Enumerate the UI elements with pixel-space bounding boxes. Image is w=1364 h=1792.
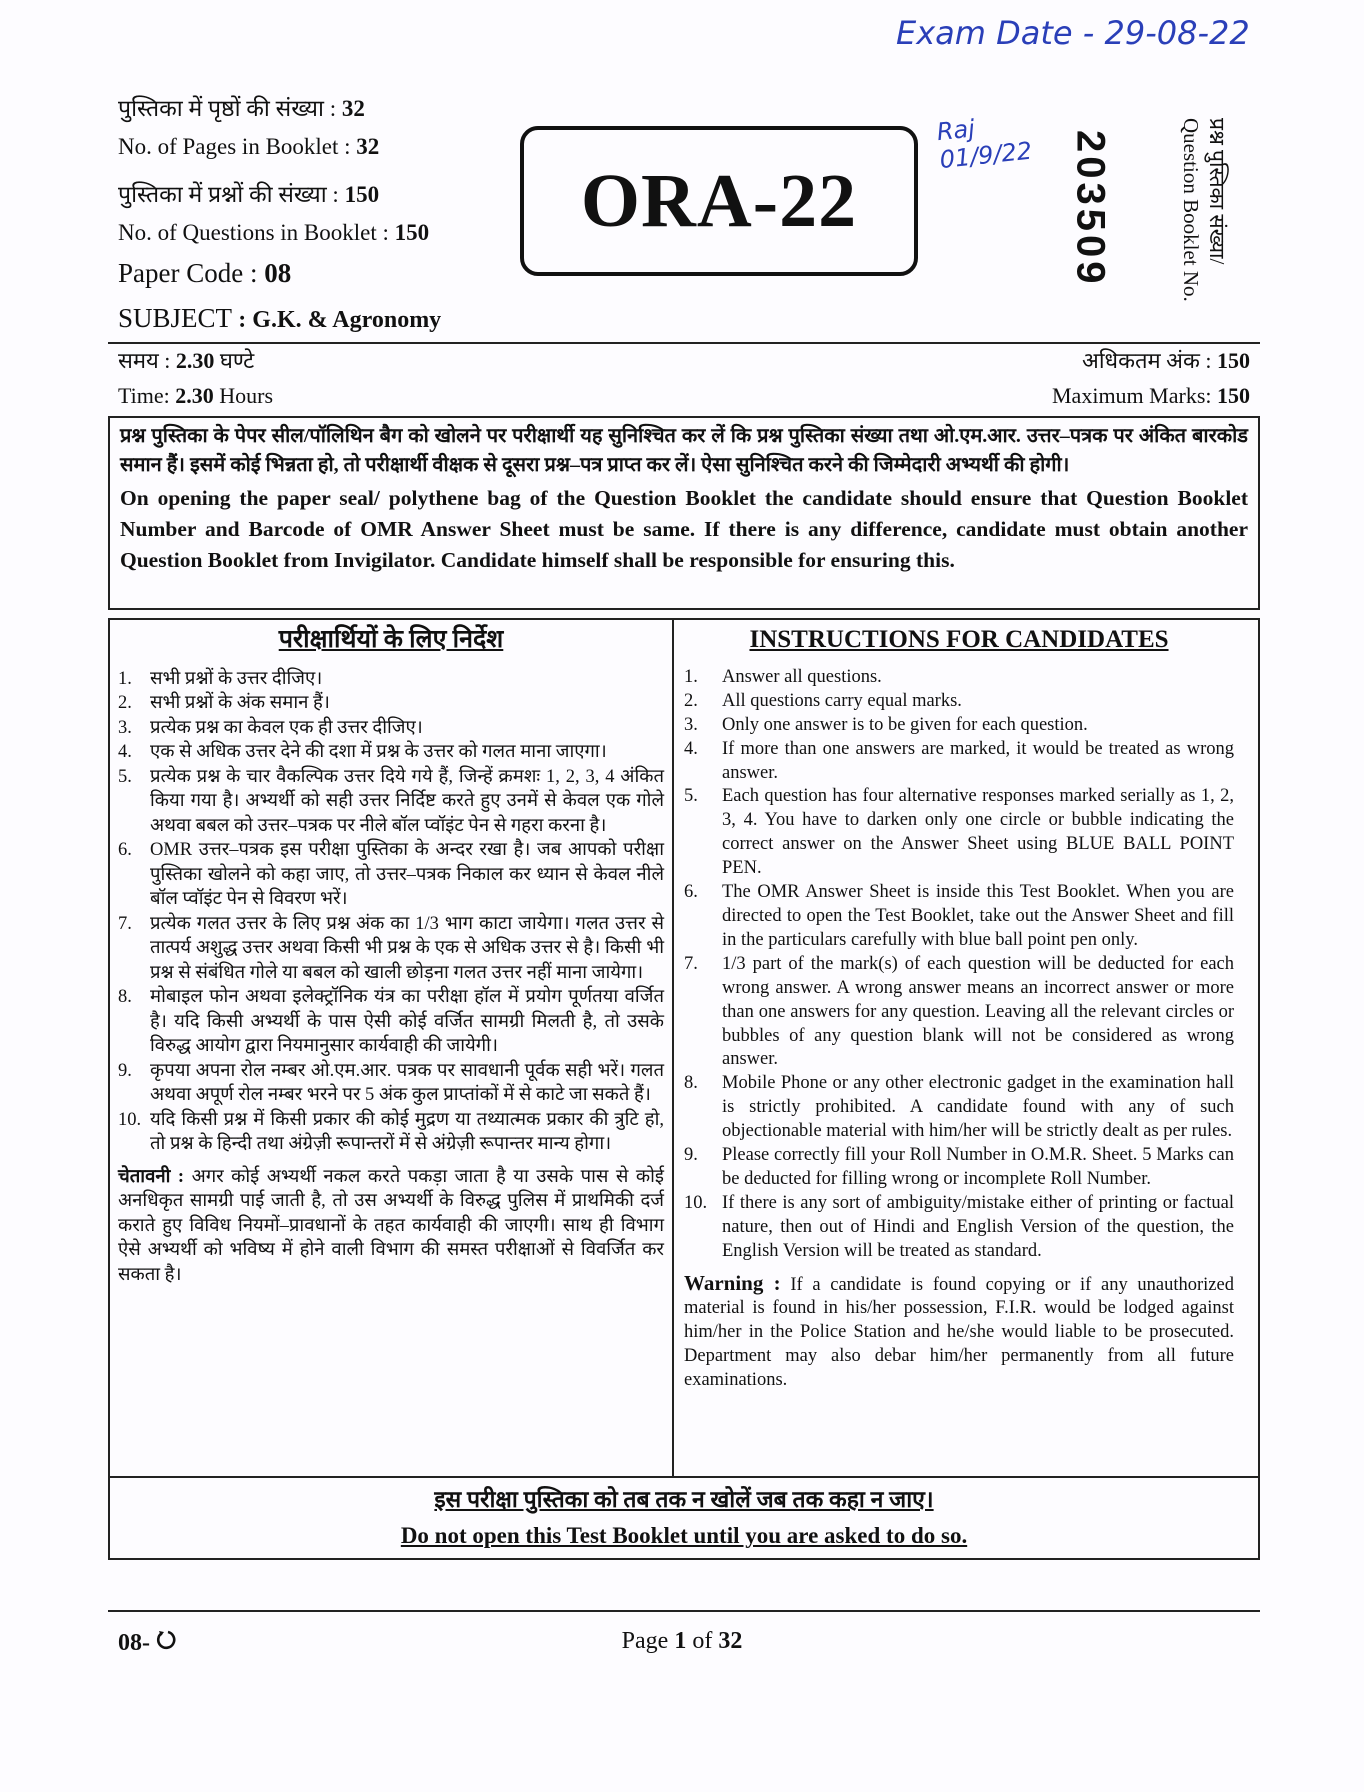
do-not-open-english: Do not open this Test Booklet until you are asked to do so.: [400, 1523, 968, 1548]
hindi-item-number: 2.: [118, 693, 132, 713]
hindi-item-number: 4.: [118, 742, 132, 762]
hindi-item-text: कृपया अपना रोल नम्बर ओ.एम.आर. पत्रक पर सावधानी पूर्वक सही भरें। गलत अथवा अपूर्ण रोल नम्बर भरने पर 5 अंक कुल प्राप्तांकों में से काटे जा सकते हैं।: [150, 1060, 664, 1105]
english-item-number: 2.: [684, 690, 698, 711]
english-instructions: [684, 628, 1234, 1393]
english-item-number: 7.: [684, 953, 698, 974]
booklet-number: 203509: [1068, 130, 1113, 288]
english-item-number: 10.: [684, 1192, 708, 1213]
hindi-item: [118, 765, 664, 839]
hindi-item-number: 8.: [118, 987, 132, 1007]
english-instructions-list: [684, 666, 1234, 1264]
seal-notice-english: On opening the paper seal/ polythene bag of the Question Booklet the candidate should ensure that Question Booklet Number and Barcode of OMR Answer Sheet must be same. If there is any difference, candidate must obtain another Question Booklet from Invigilator. Candidate himself shall be responsible for ensuring this.: [120, 486, 1248, 572]
hindi-warning: चेतावनी : अगर कोई अभ्यर्थी नकल करते पकड़ा जाता है या उसके पास से कोई अनधिकृत सामग्री पाई जाती है, तो उस अभ्यर्थी के विरुद्ध पुलिस में प्राथमिकी दर्ज कराते हुए विविध नियमों–प्रावधानों के तहत कार्यवाही की जाएगी। साथ ही विभाग ऐसे अभ्यर्थी को भविष्य में होने वाली विभाग की समस्त परीक्षाओं से विवर्जित कर सकता है।: [118, 1166, 664, 1285]
hindi-item-text: एक से अधिक उत्तर देने की दशा में प्रश्न के उत्तर को गलत माना जाएगा।: [150, 742, 607, 762]
booklet-code: ORA-22: [520, 126, 918, 276]
english-item-text: If there is any sort of ambiguity/mistake either of printing or factual nature, then out of Hindi and English Version of the question, the English Version will be treated as standard.: [722, 1192, 1234, 1261]
english-item-number: 9.: [684, 1145, 698, 1166]
paper-code: Paper Code : 08: [118, 258, 292, 288]
english-item-text: 1/3 part of the mark(s) of each question will be deducted for each wrong answer. A wrong answer means an incorrect answer or more than one answers for any question. Leaving all the relevant circles or bubbles of any question blank will not be considered as wrong answer.: [722, 953, 1234, 1070]
hindi-item-text: मोबाइल फोन अथवा इलेक्ट्रॉनिक यंत्र का परीक्षा हॉल में प्रयोग पूर्णतया वर्जित है। यदि किसी अभ्यर्थी के पास ऐसी कोई वर्जित सामग्री मिलती है, तो उसके विरुद्ध आयोग द्वारा नियमानुसार कार्यवाही की जायेगी।: [150, 987, 664, 1056]
english-item-text: Each question has four alternative responses marked serially as 1, 2, 3, 4. You have to darken only one circle or bubble indicating the correct answer on the Answer Sheet using BLUE BALL POINT PEN.: [722, 786, 1234, 879]
column-divider: [672, 618, 674, 1476]
english-item: [684, 953, 1234, 1073]
english-item-text: All questions carry equal marks.: [722, 690, 962, 711]
english-item-number: 8.: [684, 1073, 698, 1094]
hindi-item-number: 1.: [118, 668, 132, 689]
hindi-item-text: सभी प्रश्नों के अंक समान हैं।: [150, 693, 330, 713]
hindi-item: [118, 1059, 664, 1108]
hindi-item: [118, 691, 664, 716]
questions-hindi: पुस्तिका में प्रश्नों की संख्या : 150: [118, 182, 380, 207]
hindi-item-text: प्रत्येक गलत उत्तर के लिए प्रश्न अंक का 1/3 भाग काटा जायेगा। गलत उत्तर से तात्पर्य अशुद्ध उत्तर अथवा किसी भी प्रश्न के एक से अधिक उत्तर से है। किसी भी प्रश्न से संबंधित गोले या बबल को खाली छोड़ना गलत उत्तर नहीं माना जायेगा।: [150, 913, 664, 983]
hindi-item: [118, 740, 664, 765]
hindi-instructions-list: [118, 667, 664, 1157]
english-item-text: If more than one answers are marked, it would be treated as wrong answer.: [722, 738, 1234, 783]
page-number: Page 1 of 32: [621, 1628, 743, 1654]
english-warning: Warning : If a candidate is found copying or if any unauthorized material is found in his/her possession, F.I.R. would be lodged against him/her in the Police Station and he/she would liable to be prosecuted. Department may also debar him/her permanently from all future examinations.: [684, 1270, 1234, 1391]
hindi-item: [118, 1108, 664, 1157]
questions-english: No. of Questions in Booklet : 150: [118, 220, 430, 245]
hindi-item: [118, 838, 664, 912]
hindi-item-number: 3.: [118, 717, 132, 738]
english-item-number: 6.: [684, 882, 698, 903]
english-item-number: 3.: [684, 714, 698, 735]
english-item: [684, 785, 1234, 881]
seal-notice: [108, 416, 1260, 610]
english-item: [684, 881, 1234, 953]
pages-english: No. of Pages in Booklet : 32: [118, 134, 380, 159]
english-item: [684, 666, 1234, 690]
hindi-item-text: सभी प्रश्नों के उत्तर दीजिए।: [150, 668, 323, 689]
hindi-item: [118, 912, 664, 986]
hindi-item-number: 9.: [118, 1060, 132, 1081]
subject: SUBJECT : G.K. & Agronomy: [118, 303, 442, 333]
english-item-number: 4.: [684, 738, 698, 759]
hindi-item-number: 10.: [118, 1109, 142, 1130]
hindi-item: [118, 667, 664, 692]
do-not-open-note: [108, 1482, 1260, 1554]
marks-hindi: अधिकतम अंक : 150: [1082, 348, 1250, 373]
hindi-instructions: [118, 628, 664, 1287]
english-item: [684, 690, 1234, 714]
english-item-number: 1.: [684, 666, 698, 687]
hindi-item: [118, 716, 664, 741]
english-item: [684, 738, 1234, 786]
footer-divider: [108, 1610, 1260, 1612]
hindi-item-text: OMR उत्तर–पत्रक इस परीक्षा पुस्तिका के अन्दर रखा है। जब आपको परीक्षा पुस्तिका खोलने को कहा जाए, तो उत्तर–पत्रक निकाल कर ध्यान से केवल नीले बॉल प्वॉइंट पेन से विवरण भरें।: [150, 840, 664, 909]
english-item-text: Answer all questions.: [722, 666, 882, 687]
hindi-item-number: 5.: [118, 766, 132, 787]
english-item-text: The OMR Answer Sheet is inside this Test Booklet. When you are directed to open the Test Booklet, take out the Answer Sheet and fill in the particulars carefully with blue ball point pen only.: [722, 882, 1234, 950]
english-item-text: Only one answer is to be given for each question.: [722, 714, 1088, 735]
hindi-item: [118, 985, 664, 1059]
instructions-bottom-divider: [108, 1476, 1260, 1478]
hindi-item-text: यदि किसी प्रश्न में किसी प्रकार की कोई मुद्रण या तथ्यात्मक प्रकार की त्रुटि हो, तो प्रश्न के हिन्दी तथा अंग्रेज़ी रूपान्तरों में से अंग्रेज़ी रूपान्तर मान्य होगा।: [150, 1109, 664, 1154]
hindi-instructions-heading: परीक्षार्थियों के लिए निर्देश: [278, 626, 504, 653]
english-item: [684, 1144, 1234, 1192]
english-item: [684, 1072, 1234, 1144]
footer-paper-code: 08-: [118, 1628, 180, 1657]
hindi-item-text: प्रत्येक प्रश्न के चार वैकल्पिक उत्तर दिये गये हैं, जिन्हें क्रमशः 1, 2, 3, 4 अंकित किया गया है। अभ्यर्थी को सही उत्तर निर्दिष्ट करते हुए उनमें से केवल एक गोले अथवा बबल को उत्तर–पत्रक पर नीले बॉल प्वॉइंट पेन से गहरा करना है।: [150, 766, 664, 836]
marks-english: Maximum Marks: 150: [1052, 383, 1250, 408]
hindi-item-text: प्रत्येक प्रश्न का केवल एक ही उत्तर दीजिए।: [150, 717, 423, 738]
handwritten-initials: Raj 01/9/22: [935, 114, 1034, 175]
time-english: Time: 2.30 Hours: [118, 383, 274, 408]
pages-hindi: पुस्तिका में पृष्ठों की संख्या : 32: [118, 96, 365, 121]
header-divider: [108, 342, 1260, 344]
hindi-item-number: 7.: [118, 913, 132, 934]
handwritten-exam-date: Exam Date - 29-08-22: [896, 14, 1250, 52]
english-item-text: Mobile Phone or any other electronic gadget in the examination hall is strictly prohibited. A candidate found with any of such objectionable material with him/her will be strictly dealt as per rules.: [722, 1073, 1234, 1142]
english-item-text: Please correctly fill your Roll Number in O.M.R. Sheet. 5 Marks can be deducted for filling wrong or incomplete Roll Number.: [722, 1145, 1234, 1189]
hindi-item-number: 6.: [118, 840, 132, 860]
time-hindi: समय : 2.30 घण्टे: [118, 348, 255, 373]
do-not-open-hindi: इस परीक्षा पुस्तिका को तब तक न खोलें जब तक कहा न जाए।: [434, 1487, 934, 1512]
english-item-number: 5.: [684, 786, 698, 807]
english-item: [684, 1192, 1234, 1264]
english-item: [684, 714, 1234, 738]
booklet-number-label: प्रश्न पुस्तिका संख्या/ Question Booklet No.: [1179, 118, 1229, 302]
seal-notice-hindi: प्रश्न पुस्तिका के पेपर सील/पॉलिथिन बैग को खोलने पर परीक्षार्थी यह सुनिश्चित कर लें कि प्रश्न पुस्तिका संख्या तथा ओ.एम.आर. उत्तर–पत्रक पर अंकित बारकोड समान हैं। इसमें कोई भिन्नता हो, तो परीक्षार्थी वीक्षक से दूसरा प्रश्न–पत्र प्राप्त कर लें। ऐसा सुनिश्चित करने की जिम्मेदारी अभ्यर्थी की होगी।: [120, 425, 1248, 476]
english-instructions-heading: INSTRUCTIONS FOR CANDIDATES: [749, 626, 1169, 653]
